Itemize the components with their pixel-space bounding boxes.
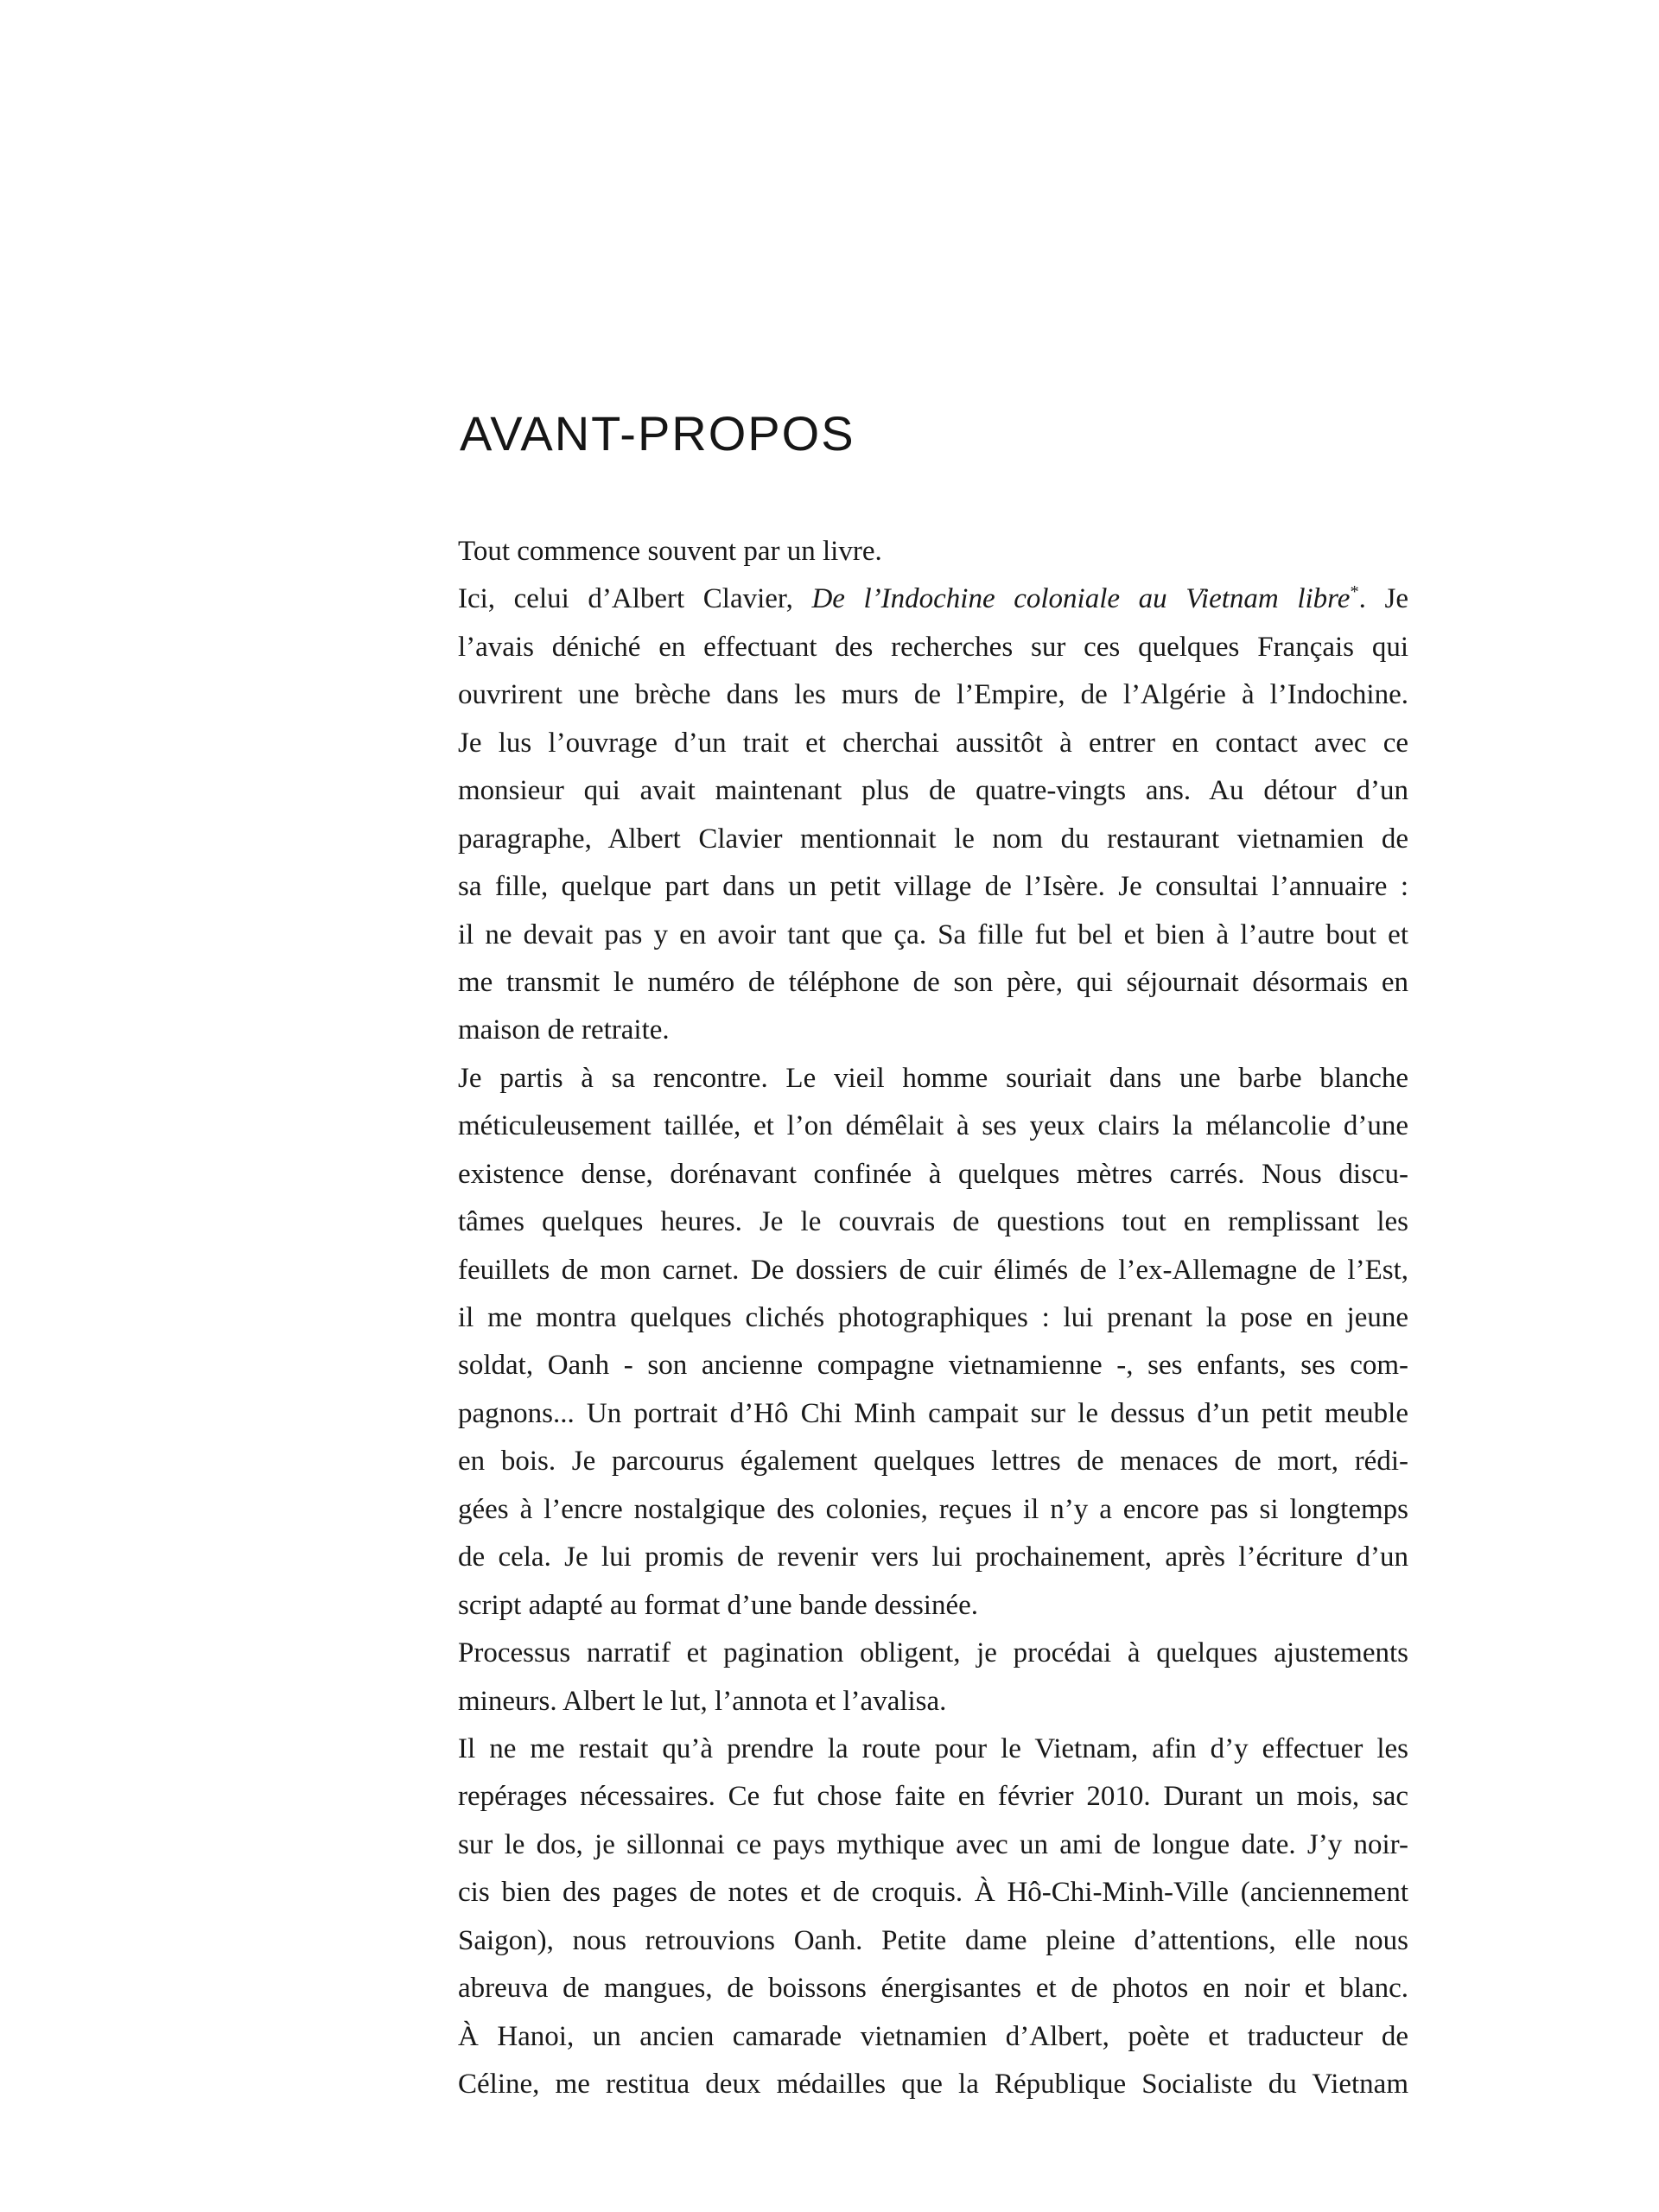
text-line — [458, 1486, 1408, 1534]
text-run: existence dense, dorénavant confinée à quelques mètres carrés. Nous discu- — [458, 1158, 1408, 1190]
paragraph — [458, 1055, 1408, 1630]
text-run: méticuleusement taillée, et l’on démêlait à ses yeux clairs la mélancolie d’une — [458, 1110, 1408, 1142]
text-run: Processus narratif et pagination obligent, je procédai à quelques ajustements — [458, 1637, 1408, 1669]
text-run: il me montra quelques clichés photographiques : lui prenant la pose en jeune — [458, 1302, 1408, 1333]
text-line — [458, 1103, 1408, 1150]
paragraph — [458, 1726, 1408, 2109]
text-line — [458, 1773, 1408, 1821]
text-line — [458, 1917, 1408, 1965]
text-run: de cela. Je lui promis de revenir vers lui prochainement, après l’écriture d’un — [458, 1541, 1408, 1573]
text-run: sa fille, quelque part dans un petit village de l’Isère. Je consultai l’annuaire : — [458, 871, 1408, 903]
text-run: Ici, celui d’Albert Clavier, — [458, 583, 812, 615]
text-run: monsieur qui avait maintenant plus de quatre-vingts ans. Au détour d’un — [458, 775, 1408, 807]
text-line — [458, 863, 1408, 911]
text-run: Il ne me restait qu’à prendre la route pour le Vietnam, afin d’y effectuer les — [458, 1732, 1408, 1764]
paragraph — [458, 1630, 1408, 1726]
text-run: il ne devait pas y en avoir tant que ça. Sa fille fut bel et bien à l’autre bout et — [458, 918, 1408, 950]
text-run: abreuva de mangues, de boissons énergisantes et de photos en noir et blanc. — [458, 1973, 1408, 2005]
text-run: tâmes quelques heures. Je le couvrais de questions tout en remplissant les — [458, 1206, 1408, 1238]
text-run: ouvrirent une brèche dans les murs de l’Empire, de l’Algérie à l’Indochine. — [458, 679, 1408, 711]
text-line — [458, 1726, 1408, 1773]
footnote-marker: * — [1350, 582, 1359, 602]
text-run: À Hanoi, un ancien camarade vietnamien d’Albert, poète et traducteur de — [458, 2020, 1408, 2052]
text-line — [458, 624, 1408, 671]
text-run: feuillets de mon carnet. De dossiers de cuir élimés de l’ex-Allemagne de l’Est, — [458, 1254, 1408, 1286]
text-run: pagnons... Un portrait d’Hô Chi Minh campait sur le dessus d’un petit meuble — [458, 1397, 1408, 1429]
text-run: l’avais déniché en effectuant des recherches sur ces quelques Français qui — [458, 631, 1408, 663]
text-run: maison de retraite. — [458, 1014, 670, 1046]
text-line — [458, 912, 1408, 959]
text-line — [458, 1247, 1408, 1294]
text-line — [458, 671, 1408, 719]
text-line — [458, 2061, 1408, 2108]
text-line — [458, 1965, 1408, 2012]
text-run: gées à l’encre nostalgique des colonies, reçues il n’y a encore pas si longtemps — [458, 1493, 1408, 1525]
text-run: . Je — [1358, 583, 1408, 615]
text-run: script adapté au format d’une bande dessinée. — [458, 1589, 979, 1621]
text-line — [458, 2013, 1408, 2061]
text-line — [458, 575, 1408, 623]
text-line — [458, 1869, 1408, 1916]
text-line — [458, 1294, 1408, 1342]
text-run: en bois. Je parcourus également quelques lettres de menaces de mort, rédi- — [458, 1446, 1408, 1478]
text-run: mineurs. Albert le lut, l’annota et l’avalisa. — [458, 1685, 947, 1717]
text-line — [458, 1007, 1408, 1054]
text-line — [458, 1390, 1408, 1438]
text-line — [458, 1534, 1408, 1581]
text-run: Je lus l’ouvrage d’un trait et cherchai aussitôt à entrer en contact avec ce — [458, 727, 1408, 759]
text-run: repérages nécessaires. Ce fut chose faite en février 2010. Durant un mois, sac — [458, 1781, 1408, 1813]
body-text — [458, 528, 1408, 2108]
paragraph — [458, 528, 1408, 575]
chapter-title: AVANT-PROPOS — [460, 406, 855, 461]
text-line — [458, 1055, 1408, 1103]
text-run: soldat, Oanh - son ancienne compagne vietnamienne -, ses enfants, ses com- — [458, 1350, 1408, 1382]
paragraph — [458, 575, 1408, 1054]
text-run: cis bien des pages de notes et de croquis. À Hô-Chi-Minh-Ville (anciennement — [458, 1877, 1408, 1909]
text-line — [458, 1438, 1408, 1485]
text-run: Je partis à sa rencontre. Le vieil homme souriait dans une barbe blanche — [458, 1062, 1408, 1094]
text-line — [458, 959, 1408, 1007]
text-line — [458, 1198, 1408, 1246]
book-title-italic: De l’Indochine coloniale au Vietnam libre — [811, 583, 1351, 615]
text-run: Céline, me restitua deux médailles que la République Socialiste du Vietnam — [458, 2069, 1408, 2100]
text-line — [458, 1678, 1408, 1726]
text-line — [458, 528, 1408, 575]
text-run: Saigon), nous retrouvions Oanh. Petite dame pleine d’attentions, elle nous — [458, 1924, 1408, 1956]
text-run: sur le dos, je sillonnai ce pays mythique avec un ami de longue date. J’y noir- — [458, 1828, 1408, 1860]
text-line — [458, 720, 1408, 767]
text-line — [458, 767, 1408, 815]
text-run: Tout commence souvent par un livre. — [458, 536, 882, 567]
text-line — [458, 1630, 1408, 1677]
text-run: paragraphe, Albert Clavier mentionnait le nom du restaurant vietnamien de — [458, 823, 1408, 855]
text-run: me transmit le numéro de téléphone de son père, qui séjournait désormais en — [458, 966, 1408, 998]
text-line — [458, 1821, 1408, 1869]
text-line — [458, 816, 1408, 863]
text-line — [458, 1151, 1408, 1198]
text-line — [458, 1342, 1408, 1389]
text-line — [458, 1582, 1408, 1630]
